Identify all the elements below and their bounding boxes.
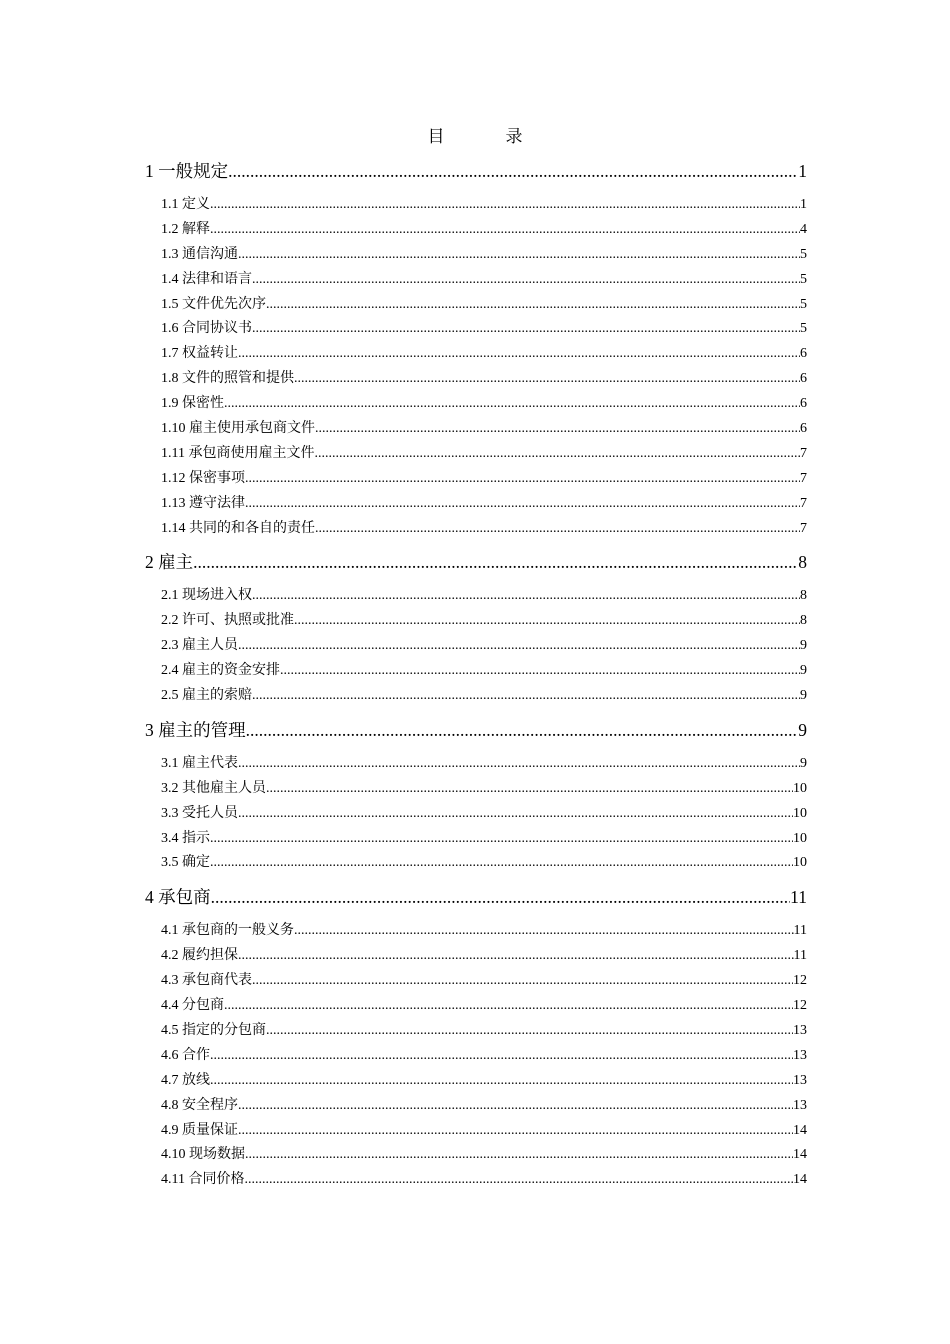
toc-item-label: 1.13 遵守法律 [161, 495, 245, 511]
toc-page-number: 8 [798, 552, 807, 573]
toc-item-entry[interactable] [145, 777, 807, 802]
toc-item-entry[interactable] [145, 659, 807, 684]
dot-leader [245, 492, 800, 517]
dot-leader [210, 1069, 793, 1094]
toc-item-label: 3.1 雇主代表 [161, 755, 238, 771]
dot-leader [294, 919, 794, 944]
toc-item-entry[interactable] [145, 243, 807, 268]
toc-item-entry[interactable] [145, 827, 807, 852]
toc-item-label: 1.6 合同协议书 [161, 321, 252, 337]
toc-item-label: 1.12 保密事项 [161, 470, 245, 486]
dot-leader [244, 1168, 793, 1193]
dot-leader [294, 609, 800, 634]
toc-item-label: 1.3 通信沟通 [161, 246, 238, 262]
dot-leader [245, 467, 800, 492]
toc-item-entry[interactable] [145, 944, 807, 969]
dot-leader [238, 802, 793, 827]
dot-leader [238, 944, 794, 969]
toc-section-entry[interactable] [145, 158, 807, 184]
toc-item-label: 4.7 放线 [161, 1072, 210, 1088]
toc-page-number: 5 [800, 246, 807, 262]
dot-leader [266, 777, 793, 802]
dot-leader [228, 158, 798, 184]
toc-item-label: 2.1 现场进入权 [161, 588, 252, 604]
toc-item-label: 1.9 保密性 [161, 396, 224, 412]
toc-item-entry[interactable] [145, 1094, 807, 1119]
toc-page-number: 13 [793, 1072, 807, 1088]
toc-page-number: 5 [800, 271, 807, 287]
toc-item-entry[interactable] [145, 969, 807, 994]
toc-item-label: 4.11 合同价格 [161, 1172, 245, 1188]
toc-page-number: 7 [800, 520, 807, 536]
toc-item-entry[interactable] [145, 1019, 807, 1044]
toc-item-label: 4.5 指定的分包商 [161, 1022, 266, 1038]
toc-item-label: 3.3 受托人员 [161, 805, 238, 821]
toc-section-entry[interactable] [145, 717, 807, 743]
dot-leader [315, 417, 800, 442]
toc-page-number: 11 [793, 923, 807, 939]
toc-item-entry[interactable] [145, 392, 807, 417]
dot-leader [193, 549, 798, 575]
toc-title: 目 录 [427, 127, 545, 146]
dot-leader [210, 827, 793, 852]
toc-item-label: 2.4 雇主的资金安排 [161, 663, 280, 679]
toc-page-number: 9 [800, 638, 807, 654]
dot-leader [210, 218, 800, 243]
toc-section-label: 2 雇主 [145, 552, 194, 573]
toc-item-entry[interactable] [145, 268, 807, 293]
toc-item-label: 1.2 解释 [161, 221, 210, 237]
toc-item-entry[interactable] [145, 317, 807, 342]
toc-item-entry[interactable] [145, 851, 807, 876]
toc-item-label: 2.3 雇主人员 [161, 638, 238, 654]
dot-leader [252, 268, 800, 293]
toc-page-number: 7 [800, 470, 807, 486]
dot-leader [224, 994, 793, 1019]
toc-page-number: 11 [790, 887, 807, 908]
toc-item-entry[interactable] [145, 417, 807, 442]
dot-leader [252, 969, 793, 994]
toc-item-entry[interactable] [145, 609, 807, 634]
toc-item-entry[interactable] [145, 919, 807, 944]
toc-item-entry[interactable] [145, 684, 807, 709]
toc-item-label: 1.4 法律和语言 [161, 271, 252, 287]
toc-item-label: 4.8 安全程序 [161, 1097, 238, 1113]
toc-item-entry[interactable] [145, 584, 807, 609]
toc-page-number: 4 [800, 221, 807, 237]
toc-item-entry[interactable] [145, 442, 807, 467]
toc-item-entry[interactable] [145, 1143, 807, 1168]
toc-page-number: 14 [793, 1122, 807, 1138]
dot-leader [211, 884, 791, 910]
dot-leader [224, 392, 800, 417]
toc-item-label: 4.9 质量保证 [161, 1122, 238, 1138]
toc-item-label: 3.2 其他雇主人员 [161, 780, 266, 796]
toc-item-label: 1.1 定义 [161, 197, 210, 212]
toc-page-number: 11 [793, 948, 807, 964]
toc-item-entry[interactable] [145, 1168, 807, 1193]
toc-page-number: 5 [800, 296, 807, 312]
toc-item-entry[interactable] [145, 1119, 807, 1144]
toc-item-label: 1.14 共同的和各自的责任 [161, 520, 315, 536]
toc-item-entry[interactable] [145, 802, 807, 827]
toc-page-number: 8 [800, 588, 807, 604]
toc-item-label: 2.2 许可、执照或批准 [161, 613, 294, 629]
dot-leader [210, 1044, 793, 1069]
toc-page-number: 9 [800, 663, 807, 679]
dot-leader [314, 442, 800, 467]
toc-page-number: 9 [800, 688, 807, 704]
dot-leader [294, 367, 800, 392]
toc-page-number: 13 [793, 1022, 807, 1038]
toc-item-label: 4.4 分包商 [161, 998, 224, 1014]
dot-leader [238, 342, 800, 367]
toc-item-label: 3.5 确定 [161, 855, 210, 871]
toc-item-entry[interactable] [145, 994, 807, 1019]
toc-item-label: 3.4 指示 [161, 830, 210, 846]
dot-leader [210, 193, 800, 218]
dot-leader [238, 1094, 793, 1119]
dot-leader [266, 1019, 793, 1044]
toc-page-number: 10 [793, 780, 807, 796]
toc-item-entry[interactable] [145, 193, 807, 218]
dot-leader [238, 752, 800, 777]
toc-page-number: 6 [800, 421, 807, 437]
toc-item-label: 1.5 文件优先次序 [161, 296, 266, 312]
toc-item-entry[interactable] [145, 752, 807, 777]
toc-page-number: 12 [793, 973, 807, 989]
toc-item-entry[interactable] [145, 492, 807, 517]
toc-page-number: 6 [800, 371, 807, 387]
toc-item-entry[interactable] [145, 1044, 807, 1069]
toc-page-number: 13 [793, 1097, 807, 1113]
dot-leader [246, 717, 799, 743]
toc-section-label: 4 承包商 [145, 887, 211, 908]
toc-item-label: 4.6 合作 [161, 1047, 210, 1063]
toc-page-number: 10 [793, 830, 807, 846]
toc-page-number: 1 [800, 197, 807, 212]
toc-item-label: 4.3 承包商代表 [161, 973, 252, 989]
toc-section-label: 3 雇主的管理 [145, 719, 246, 740]
toc-item-label: 2.5 雇主的索赔 [161, 688, 252, 704]
toc-page-number: 9 [800, 755, 807, 771]
toc-item-entry[interactable] [145, 342, 807, 367]
toc-page-number: 13 [793, 1047, 807, 1063]
toc-item-entry[interactable] [145, 293, 807, 318]
toc-page-number: 10 [793, 805, 807, 821]
dot-leader [210, 851, 793, 876]
toc-page-number: 5 [800, 321, 807, 337]
toc-item-label: 4.10 现场数据 [161, 1147, 245, 1163]
toc-page-number: 12 [793, 998, 807, 1014]
toc-item-label: 4.1 承包商的一般义务 [161, 923, 294, 939]
toc-item-label: 1.10 雇主使用承包商文件 [161, 421, 315, 437]
toc-section-entry[interactable] [145, 549, 807, 575]
toc-page-number: 14 [793, 1172, 807, 1188]
dot-leader [252, 584, 800, 609]
toc-page-number: 6 [800, 396, 807, 412]
toc-section-entry[interactable] [145, 884, 807, 910]
toc-page-number: 8 [800, 613, 807, 629]
dot-leader [252, 684, 800, 709]
toc-item-entry[interactable] [145, 367, 807, 392]
toc-item-label: 1.7 权益转让 [161, 346, 238, 362]
dot-leader [315, 517, 800, 542]
toc-item-entry[interactable] [145, 1069, 807, 1094]
toc-page-number: 6 [800, 346, 807, 362]
dot-leader [266, 293, 800, 318]
toc-item-label: 4.2 履约担保 [161, 948, 238, 964]
toc-item-entry[interactable] [145, 517, 807, 542]
toc-page-number: 14 [793, 1147, 807, 1163]
toc-item-label: 1.11 承包商使用雇主文件 [161, 445, 315, 461]
toc-page-number: 10 [793, 855, 807, 871]
table-of-contents [145, 158, 807, 1193]
toc-item-entry[interactable] [145, 634, 807, 659]
dot-leader [252, 317, 800, 342]
toc-page-number: 7 [800, 445, 807, 461]
dot-leader [245, 1143, 793, 1168]
toc-item-entry[interactable] [145, 467, 807, 492]
toc-page-number: 9 [798, 719, 807, 740]
toc-item-label: 1.8 文件的照管和提供 [161, 371, 294, 387]
dot-leader [238, 634, 800, 659]
dot-leader [280, 659, 800, 684]
toc-page-number: 7 [800, 495, 807, 511]
dot-leader [238, 1119, 793, 1144]
toc-page-number: 1 [798, 161, 807, 181]
dot-leader [238, 243, 800, 268]
toc-section-label: 1 一般规定 [145, 161, 229, 181]
toc-item-entry[interactable] [145, 218, 807, 243]
